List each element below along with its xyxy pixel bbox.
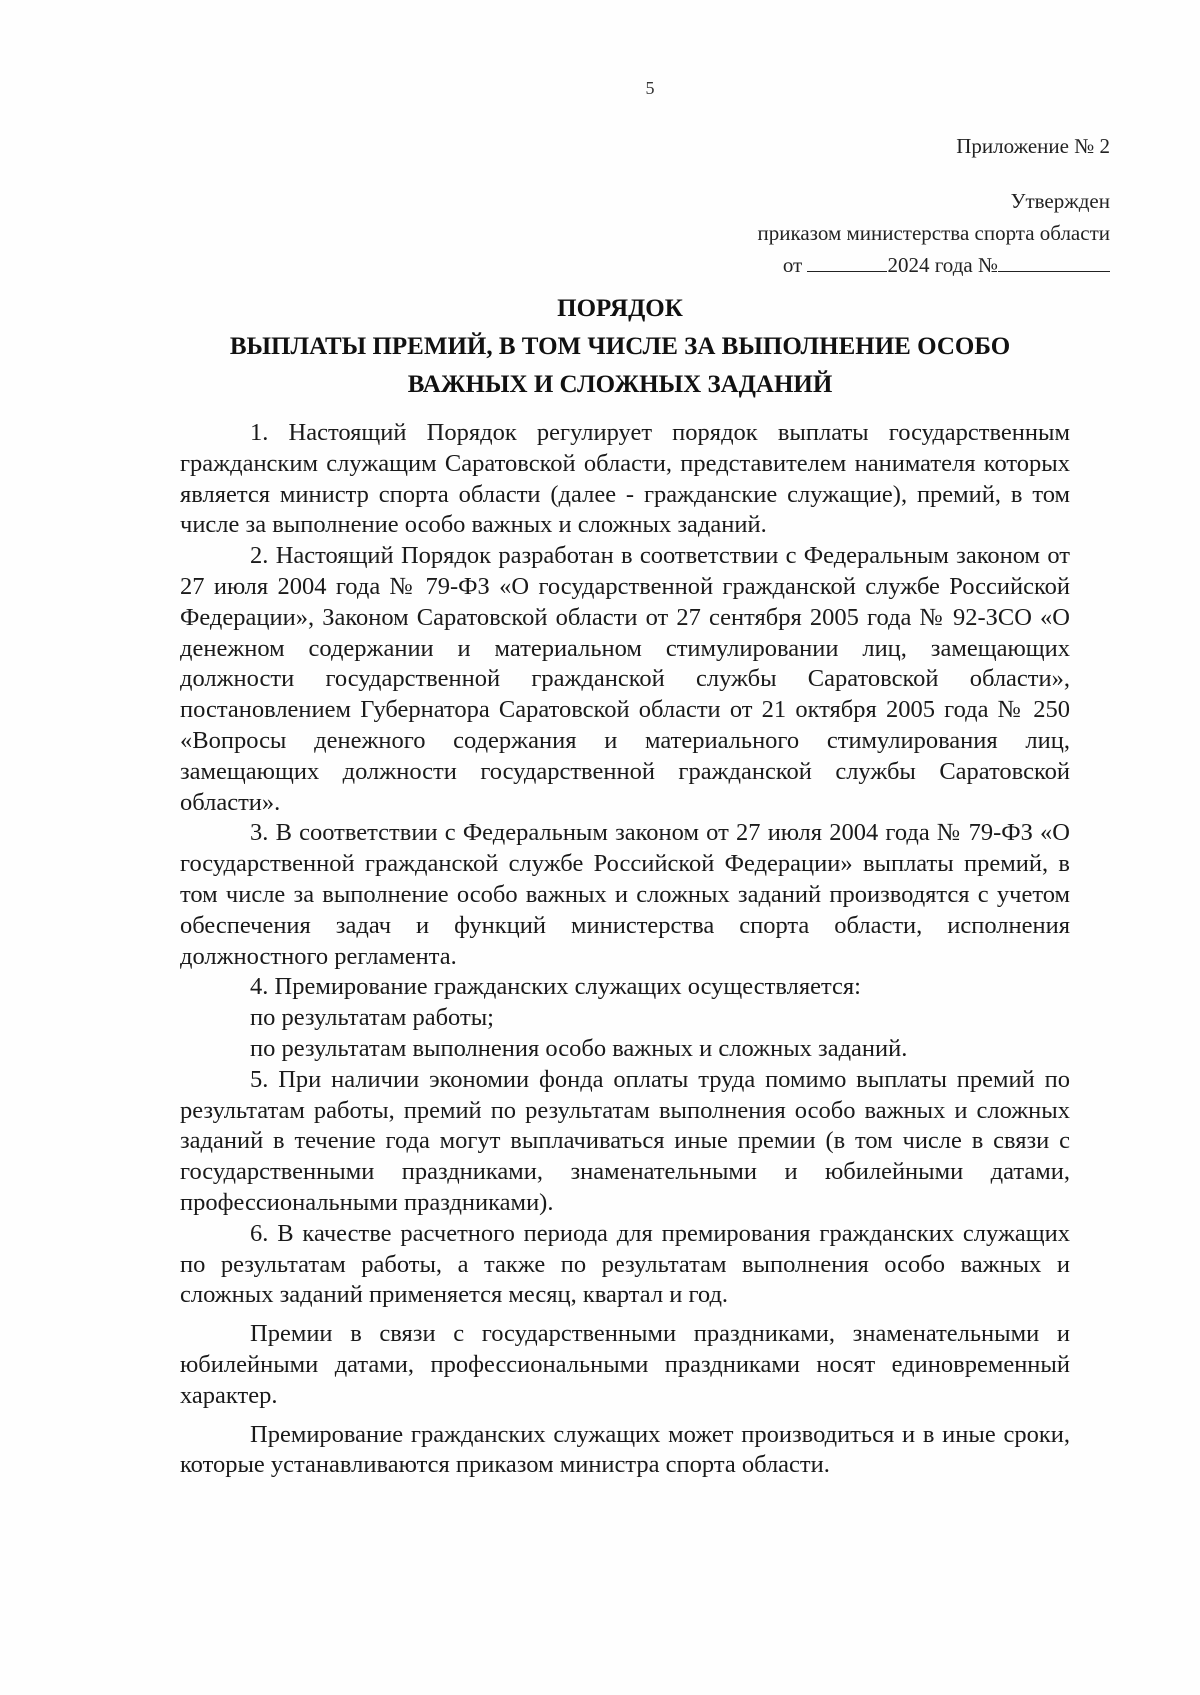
document-body [180, 418, 1070, 1481]
approval-block [757, 185, 1110, 281]
paragraph-5: 5. При наличии экономии фонда оплаты труда помимо выплаты премий по результатам работы, премий по результатам выполнения особо важных и сложных заданий в течение года могут выплачиваться иные премии (в том числе в связи с государственными праздниками, знаменательными и юбилейными датами, профессиональными праздниками). [180, 1065, 1070, 1216]
date-blank [807, 251, 887, 272]
approval-order: приказом министерства спорта области [757, 221, 1110, 245]
approval-year-number: 2024 года № [887, 253, 998, 277]
appendix-label: Приложение № 2 [956, 134, 1110, 158]
number-blank [998, 251, 1110, 272]
title-line-2: ВЫПЛАТЫ ПРЕМИЙ, В ТОМ ЧИСЛЕ ЗА ВЫПОЛНЕНИЕ ОСОБО [229, 333, 1011, 360]
paragraph-4: 4. Премирование гражданских служащих осуществляется: [250, 973, 861, 1001]
paragraph-3: 3. В соответствии с Федеральным законом от 27 июля 2004 года № 79-ФЗ «О государственной гражданской службе Российской Федерации» выплаты премий, в том числе за выполнение особо важных и сложных заданий производятся с учетом обеспечения задач и функций министерства спорта области, исполнения должностного регламента. [180, 819, 1070, 970]
approval-date-prefix: от [782, 253, 803, 277]
paragraph-7: Премии в связи с государственными праздниками, знаменательными и юбилейными датами, профессиональными праздниками носят единовременный характер. [180, 1320, 1070, 1409]
page-number: 5 [645, 78, 655, 98]
document-title [180, 290, 1060, 404]
paragraph-4-item-b: по результатам выполнения особо важных и сложных заданий. [250, 1034, 908, 1062]
paragraph-8: Премирование гражданских служащих может производиться и в иные сроки, которые устанавливаются приказом министра спорта области. [180, 1420, 1070, 1479]
title-line-1: ПОРЯДОК [557, 295, 683, 322]
paragraph-6: 6. В качестве расчетного периода для премирования гражданских служащих по результатам работы, а также по результатам выполнения особо важных и сложных заданий применяется месяц, квартал и год. [180, 1219, 1070, 1309]
paragraph-2: 2. Настоящий Порядок разработан в соответствии с Федеральным законом от 27 июля 2004 года № 79-ФЗ «О государственной гражданской службе Российской Федерации», Законом Саратовской области от 27 сентября 2005 года № 92-ЗСО «О денежном содержании и материальном стимулировании лиц, замещающих должности государственной гражданской службы Саратовской области», постановлением Губернатора Саратовской области от 21 октября 2005 года № 250 «Вопросы денежного содержания и материального стимулирования лиц, замещающих должности государственной гражданской службы Саратовской области». [180, 542, 1070, 816]
paragraph-1: 1. Настоящий Порядок регулирует порядок выплаты государственным гражданским служащим Саратовской области, представителем нанимателя которых является министр спорта области (далее - гражданские служащие), премий, в том числе за выполнение особо важных и сложных заданий. [180, 419, 1070, 539]
paragraph-4-item-a: по результатам работы; [250, 1004, 494, 1032]
title-line-3: ВАЖНЫХ И СЛОЖНЫХ ЗАДАНИЙ [407, 371, 833, 398]
approval-heading: Утвержден [1010, 189, 1110, 213]
approval-date-line [757, 249, 1110, 281]
